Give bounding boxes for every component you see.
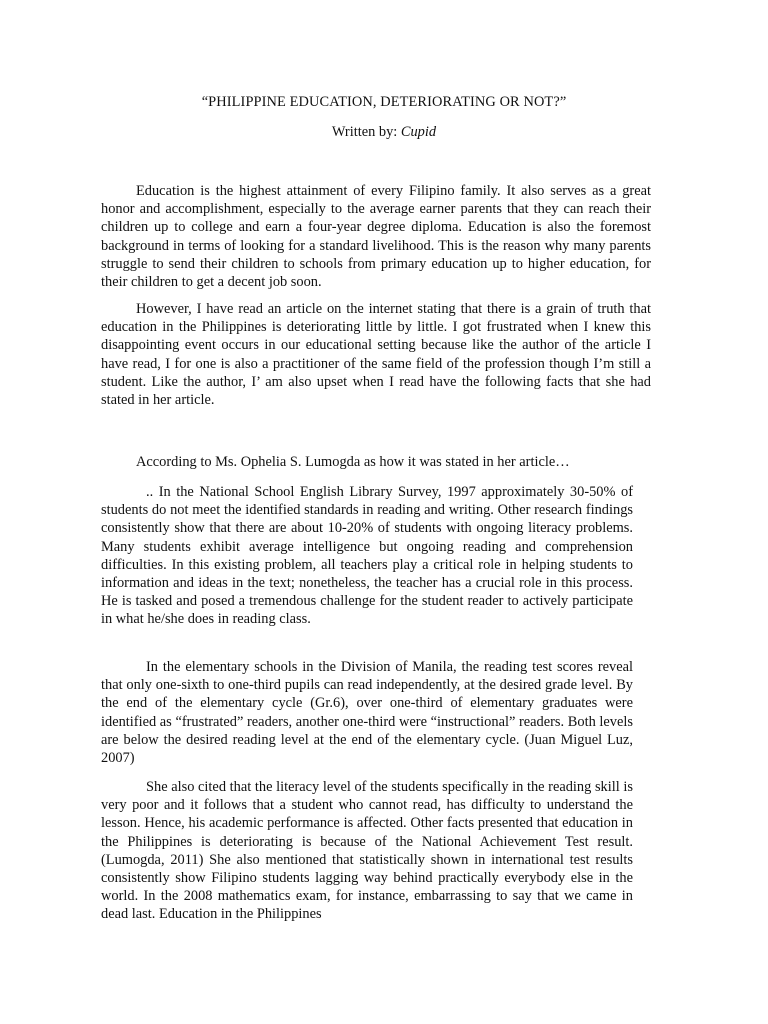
quoted-paragraph-manila: In the elementary schools in the Division of Manila, the reading test scores reveal that only one-sixth to one-third pupils can read independently, at the desired grade level. By the end of the elementary cycle (Gr.6), over one-third of elementary graduates were identified as “frustrated” readers, another one-third were “instructional” readers. Both levels are below the desired reading level at the end of the elementary cycle. (Juan Miguel Luz, 2007) bbox=[101, 659, 633, 767]
paragraph-intro-education: Education is the highest attainment of every Filipino family. It also serves as a great honor and accomplishment, especially to the average earner parents that they can reach their children up to college and earn a four-year degree diploma. Education is also the foremost background in terms of looking for a standard livelihood. This is the reason why many parents struggle to send their children to schools from primary education up to higher education, for their children to get a decent job soon. bbox=[101, 183, 651, 291]
author-name: Cupid bbox=[400, 124, 437, 140]
document-title: “PHILIPPINE EDUCATION, DETERIORATING OR NOT?” bbox=[201, 94, 567, 110]
byline-prefix: Written by: bbox=[331, 124, 401, 140]
paragraph-article-reaction: However, I have read an article on the internet stating that there is a grain of truth that education in the Philippines is deteriorating little by little. I got frustrated when I knew this disappointing event occurs in our educational setting because like the author of the article I have read, I for one is also a practitioner of the same field of the profession though I’m still a student. Like the author, I’ am also upset when I read have the following facts that she had stated in her article. bbox=[101, 301, 651, 409]
paragraph-literacy-level: She also cited that the literacy level of the students specifically in the reading skill is very poor and it follows that a student who cannot read, has difficulty to understand the lesson. Hence, his academic performance is affected. Other facts presented that education in the Philippines is deteriorating is because of the National Achievement Test result. (Lumogda, 2011) She also mentioned that statistically shown in international test results consistently show Filipino students lagging way behind practically everybody else in the world. In the 2008 mathematics exam, for instance, embarrassing to say that we came in dead last. Education in the Philippines bbox=[101, 779, 633, 923]
quoted-paragraph-survey: .. In the National School English Library Survey, 1997 approximately 30-50% of students do not meet the identified standards in reading and writing. Other research findings consistently show that there are about 10-20% of students with ongoing literacy problems. Many students exhibit average intelligence but ongoing reading and comprehension difficulties. In this existing problem, all teachers play a critical role in helping students to information and ideas in the text; nonetheless, the teacher has a crucial role in this process. He is tasked and posed a tremendous challenge for the student reader to actively participate in what he/she does in reading class. bbox=[101, 484, 633, 628]
quote-introduction: According to Ms. Ophelia S. Lumogda as how it was stated in her article… bbox=[136, 454, 570, 470]
byline bbox=[0, 123, 768, 141]
